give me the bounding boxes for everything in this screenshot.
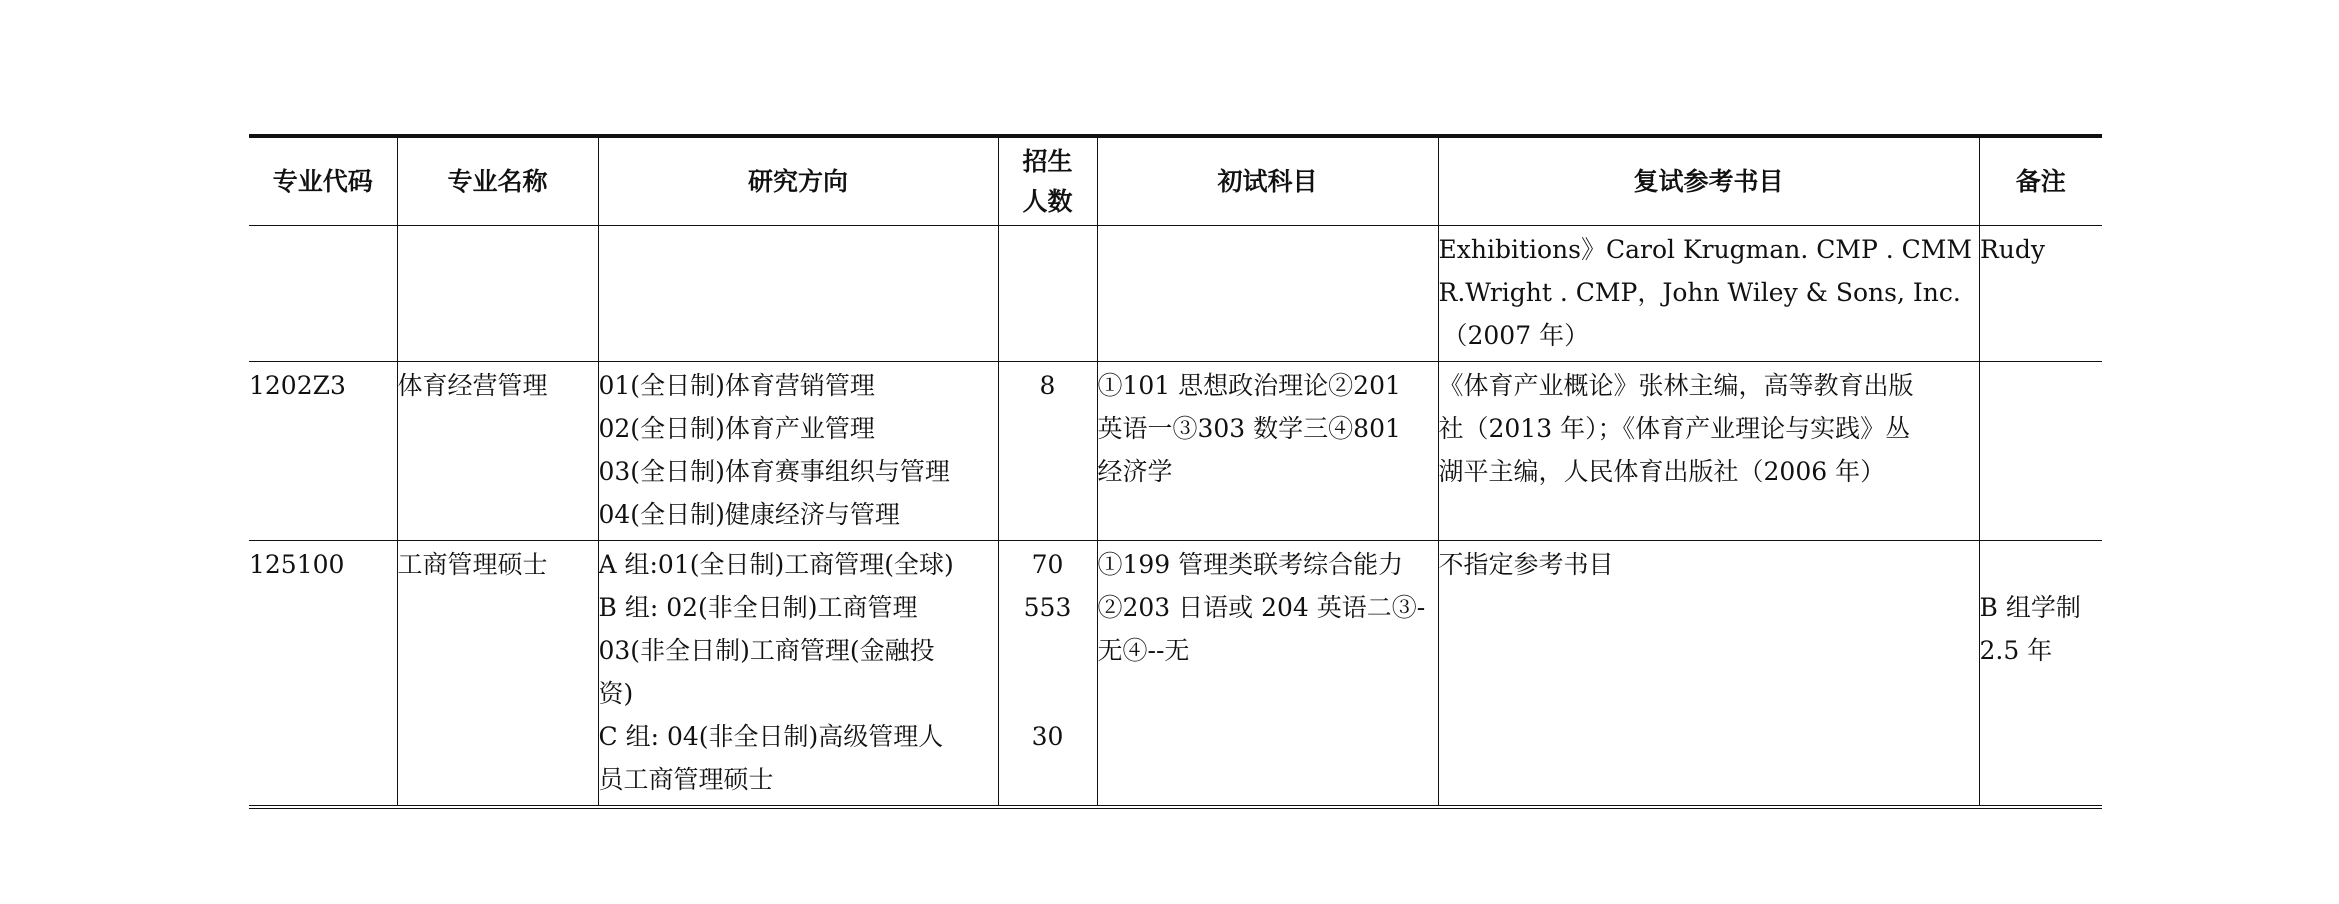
header-name: 专业名称 — [397, 136, 598, 226]
direction-line: 资) — [598, 679, 634, 708]
header-remark: 备注 — [1979, 136, 2102, 226]
direction-line: C 组: 04(非全日制)高级管理人 — [598, 722, 944, 751]
books-line: 《体育产业概论》张林主编，高等教育出版 — [1438, 371, 1914, 400]
cell-direction — [598, 541, 998, 808]
header-exam: 初试科目 — [1097, 136, 1438, 226]
table-row — [249, 362, 2102, 541]
header-quota-line2: 人数 — [1022, 186, 1073, 216]
cell-remark — [1979, 362, 2102, 541]
direction-line: 04(全日制)健康经济与管理 — [598, 500, 900, 529]
remark-line: 2.5 年 — [1979, 636, 2053, 665]
enrollment-table — [249, 134, 2102, 809]
books-line: Exhibitions》Carol Krugman. CMP . CMM Rudy — [1438, 235, 2045, 264]
books-line: （2007 年） — [1442, 321, 1590, 350]
cell-exam — [1097, 362, 1438, 541]
cell-name: 工商管理硕士 — [397, 541, 598, 808]
direction-line: 员工商管理硕士 — [598, 765, 774, 794]
cell-exam — [1097, 541, 1438, 808]
direction-line: 03(非全日制)工商管理(金融投 — [598, 636, 935, 665]
header-quota-line1: 招生 — [1022, 146, 1073, 176]
cell-name — [397, 226, 598, 362]
exam-line: ①199 管理类联考综合能力 — [1097, 550, 1404, 579]
cell-remark — [1979, 541, 2102, 808]
exam-line: 无④--无 — [1097, 636, 1190, 665]
books-line: 不指定参考书目 — [1438, 550, 1614, 579]
direction-line: 03(全日制)体育赛事组织与管理 — [598, 457, 950, 486]
cell-quota — [998, 362, 1097, 541]
quota-value: 553 — [1023, 593, 1072, 622]
header-books: 复试参考书目 — [1438, 136, 1979, 226]
cell-quota — [998, 541, 1097, 808]
books-line: 湖平主编，人民体育出版社（2006 年） — [1438, 457, 1886, 486]
cell-books — [1438, 226, 2045, 362]
books-line: 社（2013 年）；《体育产业理论与实践》丛 — [1438, 414, 1911, 443]
table-row — [249, 541, 2102, 808]
cell-code: 125100 — [249, 541, 397, 808]
direction-line: 02(全日制)体育产业管理 — [598, 414, 875, 443]
table-row — [249, 226, 2102, 362]
cell-direction — [598, 362, 998, 541]
quota-value: 8 — [1039, 371, 1056, 400]
cell-name: 体育经营管理 — [397, 362, 598, 541]
exam-line: ②203 日语或 204 英语二③- — [1097, 593, 1426, 622]
direction-line: A 组:01(全日制)工商管理(全球) — [598, 550, 954, 579]
cell-books — [1438, 541, 1979, 808]
quota-value: 30 — [1031, 722, 1064, 751]
remark-line: B 组学制 — [1979, 593, 2081, 622]
cell-books — [1438, 362, 1979, 541]
cell-quota — [998, 226, 1097, 362]
header-code: 专业代码 — [249, 136, 397, 226]
direction-line: B 组: 02(非全日制)工商管理 — [598, 593, 918, 622]
cell-exam — [1097, 226, 1438, 362]
header-quota — [998, 136, 1097, 226]
exam-line: ①101 思想政治理论②201 — [1097, 371, 1401, 400]
cell-direction — [598, 226, 998, 362]
exam-line: 英语一③303 数学三④801 — [1097, 414, 1401, 443]
exam-line: 经济学 — [1097, 457, 1173, 486]
enrollment-table-container — [249, 134, 2102, 809]
header-row — [249, 136, 2102, 226]
cell-code — [249, 226, 397, 362]
quota-value: 70 — [1031, 550, 1064, 579]
books-line: R.Wright . CMP，John Wiley & Sons, Inc. — [1438, 278, 1961, 307]
header-direction: 研究方向 — [598, 136, 998, 226]
cell-code: 1202Z3 — [249, 362, 397, 541]
direction-line: 01(全日制)体育营销管理 — [598, 371, 875, 400]
